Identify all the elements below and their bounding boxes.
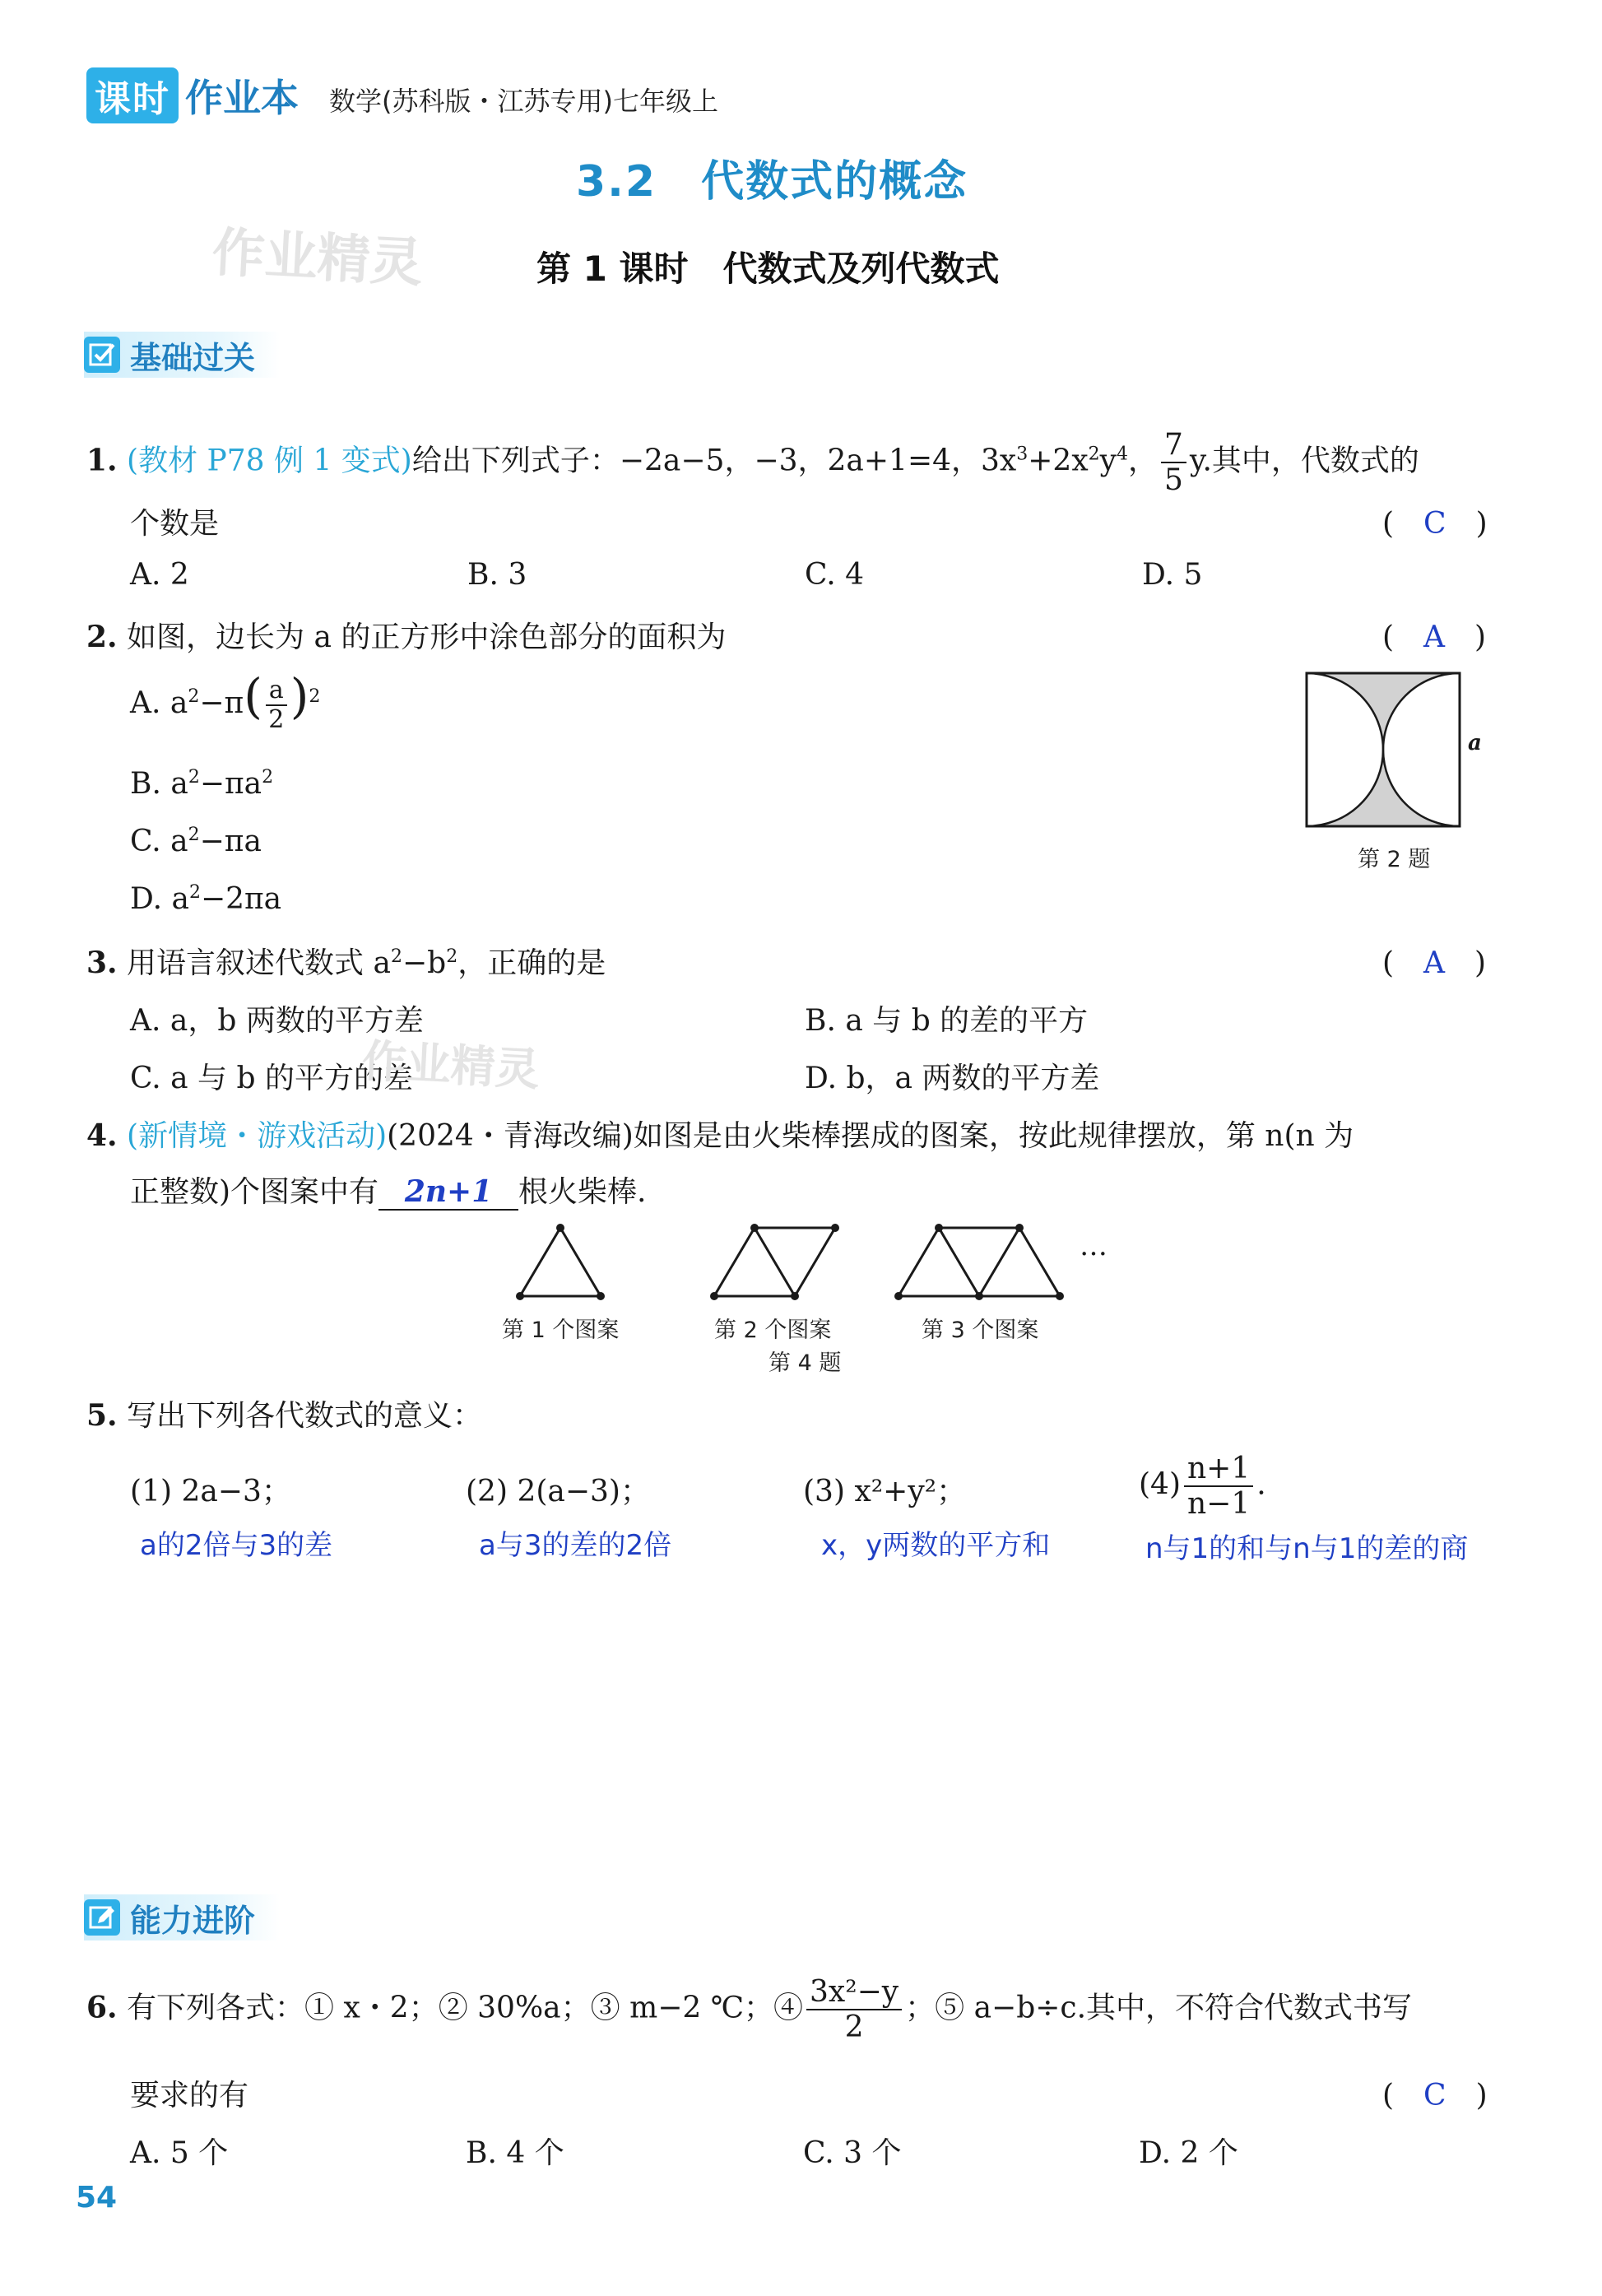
q3-option-d: D. b，a 两数的平方差 xyxy=(805,1062,1100,1095)
q2-line: 2. 如图，边长为 a 的正方形中涂色部分的面积为 xyxy=(86,620,727,654)
q1-source: (教材 P78 例 1 变式) xyxy=(127,444,412,478)
banner-basic-label: 基础过关 xyxy=(130,339,256,376)
q2-side-label: a xyxy=(1468,731,1482,755)
q3-answer: ( A ) xyxy=(1382,946,1487,980)
q1-option-b: B. 3 xyxy=(467,558,527,592)
q5-answer-4: n与1的和与n与1的差的商 xyxy=(1145,1532,1469,1565)
q1-option-c: C. 4 xyxy=(805,558,865,592)
watermark: 作业精灵 xyxy=(210,222,425,295)
logo-text: 作业本 xyxy=(185,76,299,120)
q2-caption: 第 2 题 xyxy=(1358,847,1431,872)
q1-line1: 1. (教材 P78 例 1 变式)给出下列式子：−2a−5，−3，2a+1=4，$3x^3+2x^2y^4$， $\frac{7}{5}$ y.其中，代数式的 xyxy=(86,428,1419,498)
q5-item-4: (4) $\frac{n+1}{n-1}$ . xyxy=(1139,1452,1266,1522)
q2-option-c: C. $a^2-\pi a$ xyxy=(130,825,262,858)
page-number: 54 xyxy=(76,2181,118,2215)
q4-ellipsis: … xyxy=(1080,1229,1107,1262)
q1-text-a: 给出下列式子：−2a−5，−3，2a+1=4，3x xyxy=(411,444,1017,478)
q3-option-b: B. a 与 b 的差的平方 xyxy=(805,1004,1089,1038)
q2-option-d: D. $a^2-2\pi a$ xyxy=(130,882,282,916)
section-title: 3.2 代数式的概念 xyxy=(576,157,968,207)
q1-option-d: D. 5 xyxy=(1142,558,1203,592)
q1-fraction: $\frac{7}{5}$ xyxy=(1161,428,1186,498)
q2-option-b: B. $a^2-\pi a^2$ xyxy=(130,767,274,801)
q3-line: 3. 用语言叙述代数式 $a^2-b^2$，正确的是 xyxy=(86,946,606,980)
q4-fig-caption: 第 4 题 xyxy=(768,1350,842,1376)
q2-text: 如图，边长为 a 的正方形中涂色部分的面积为 xyxy=(127,620,727,654)
q6-answer: ( C ) xyxy=(1382,2079,1488,2112)
q5-answer-2: a与3的差的2倍 xyxy=(479,1529,672,1562)
q2-answer: ( A ) xyxy=(1382,620,1487,654)
q1-number: 1. xyxy=(86,443,118,478)
q5-item-2: (2) 2(a−3)； xyxy=(466,1475,650,1508)
q4-pattern-1 xyxy=(520,1228,601,1296)
q2-figure xyxy=(1300,668,1473,833)
banner-advanced xyxy=(84,1894,280,1940)
q4-pattern-3 xyxy=(899,1228,1060,1296)
q4-caption-2: 第 2 个图案 xyxy=(714,1318,832,1343)
q6-line2: 要求的有 xyxy=(130,2079,249,2112)
q1-line2: 个数是 xyxy=(130,507,220,541)
q4-answer-blank: 2n+1 xyxy=(378,1174,518,1211)
q4-line1: 4. (新情境・游戏活动)(2024・青海改编)如图是由火柴棒摆成的图案，按此规律摆放，第 n(n 为 xyxy=(86,1118,1354,1153)
q5-answer-3: x，y两数的平方和 xyxy=(821,1529,1051,1562)
lesson-title: 第 1 课时 代数式及列代数式 xyxy=(536,249,1000,289)
q2-option-a: A. $a^2-\pi$( $\frac{a}{2}$ )$^2$ xyxy=(130,668,321,734)
q4-source: (新情境・游戏活动) xyxy=(127,1119,388,1153)
q5-line: 5. 写出下列各代数式的意义： xyxy=(86,1398,483,1433)
q6-option-c: C. 3 个 xyxy=(803,2136,902,2170)
watermark-2: 作业精灵 xyxy=(360,1034,541,1096)
q5-item-3: (3) x²+y²； xyxy=(803,1475,967,1508)
q6-option-d: D. 2 个 xyxy=(1139,2136,1238,2170)
q6-option-b: B. 4 个 xyxy=(466,2136,564,2170)
q1-answer: ( C ) xyxy=(1382,507,1488,541)
logo-box: 课时 xyxy=(86,67,179,123)
pencil-icon xyxy=(84,1899,120,1936)
q1-option-a: A. 2 xyxy=(130,558,189,592)
q6-option-a: A. 5 个 xyxy=(130,2136,229,2170)
q4-caption-1: 第 1 个图案 xyxy=(502,1318,620,1343)
q3-option-c: C. a 与 b 的平方的差 xyxy=(130,1062,413,1095)
q5-item-1: (1) 2a−3； xyxy=(130,1475,291,1508)
q4-line2: 正整数)个图案中有 2n+1 根火柴棒. xyxy=(130,1174,647,1209)
checkbox-icon xyxy=(84,337,120,373)
header-subtitle: 数学(苏科版・江苏专用)七年级上 xyxy=(329,86,718,117)
banner-advanced-label: 能力进阶 xyxy=(130,1902,256,1939)
q5-answer-1: a的2倍与3的差 xyxy=(140,1529,333,1562)
header-logo xyxy=(86,67,299,123)
banner-basic xyxy=(84,332,280,378)
q6-line1: 6. 有下列各式：① x・2；② 30%a；③ m−2 ℃；④ $\frac{\text{3x²−y}}{2}$ ；⑤ a−b÷c.其中，不符合代数式书写 xyxy=(86,1975,1413,2045)
q4-figures xyxy=(494,1218,1119,1308)
q3-option-a: A. a，b 两数的平方差 xyxy=(130,1004,424,1038)
q4-caption-3: 第 3 个图案 xyxy=(922,1318,1039,1343)
q4-pattern-2 xyxy=(714,1228,835,1296)
